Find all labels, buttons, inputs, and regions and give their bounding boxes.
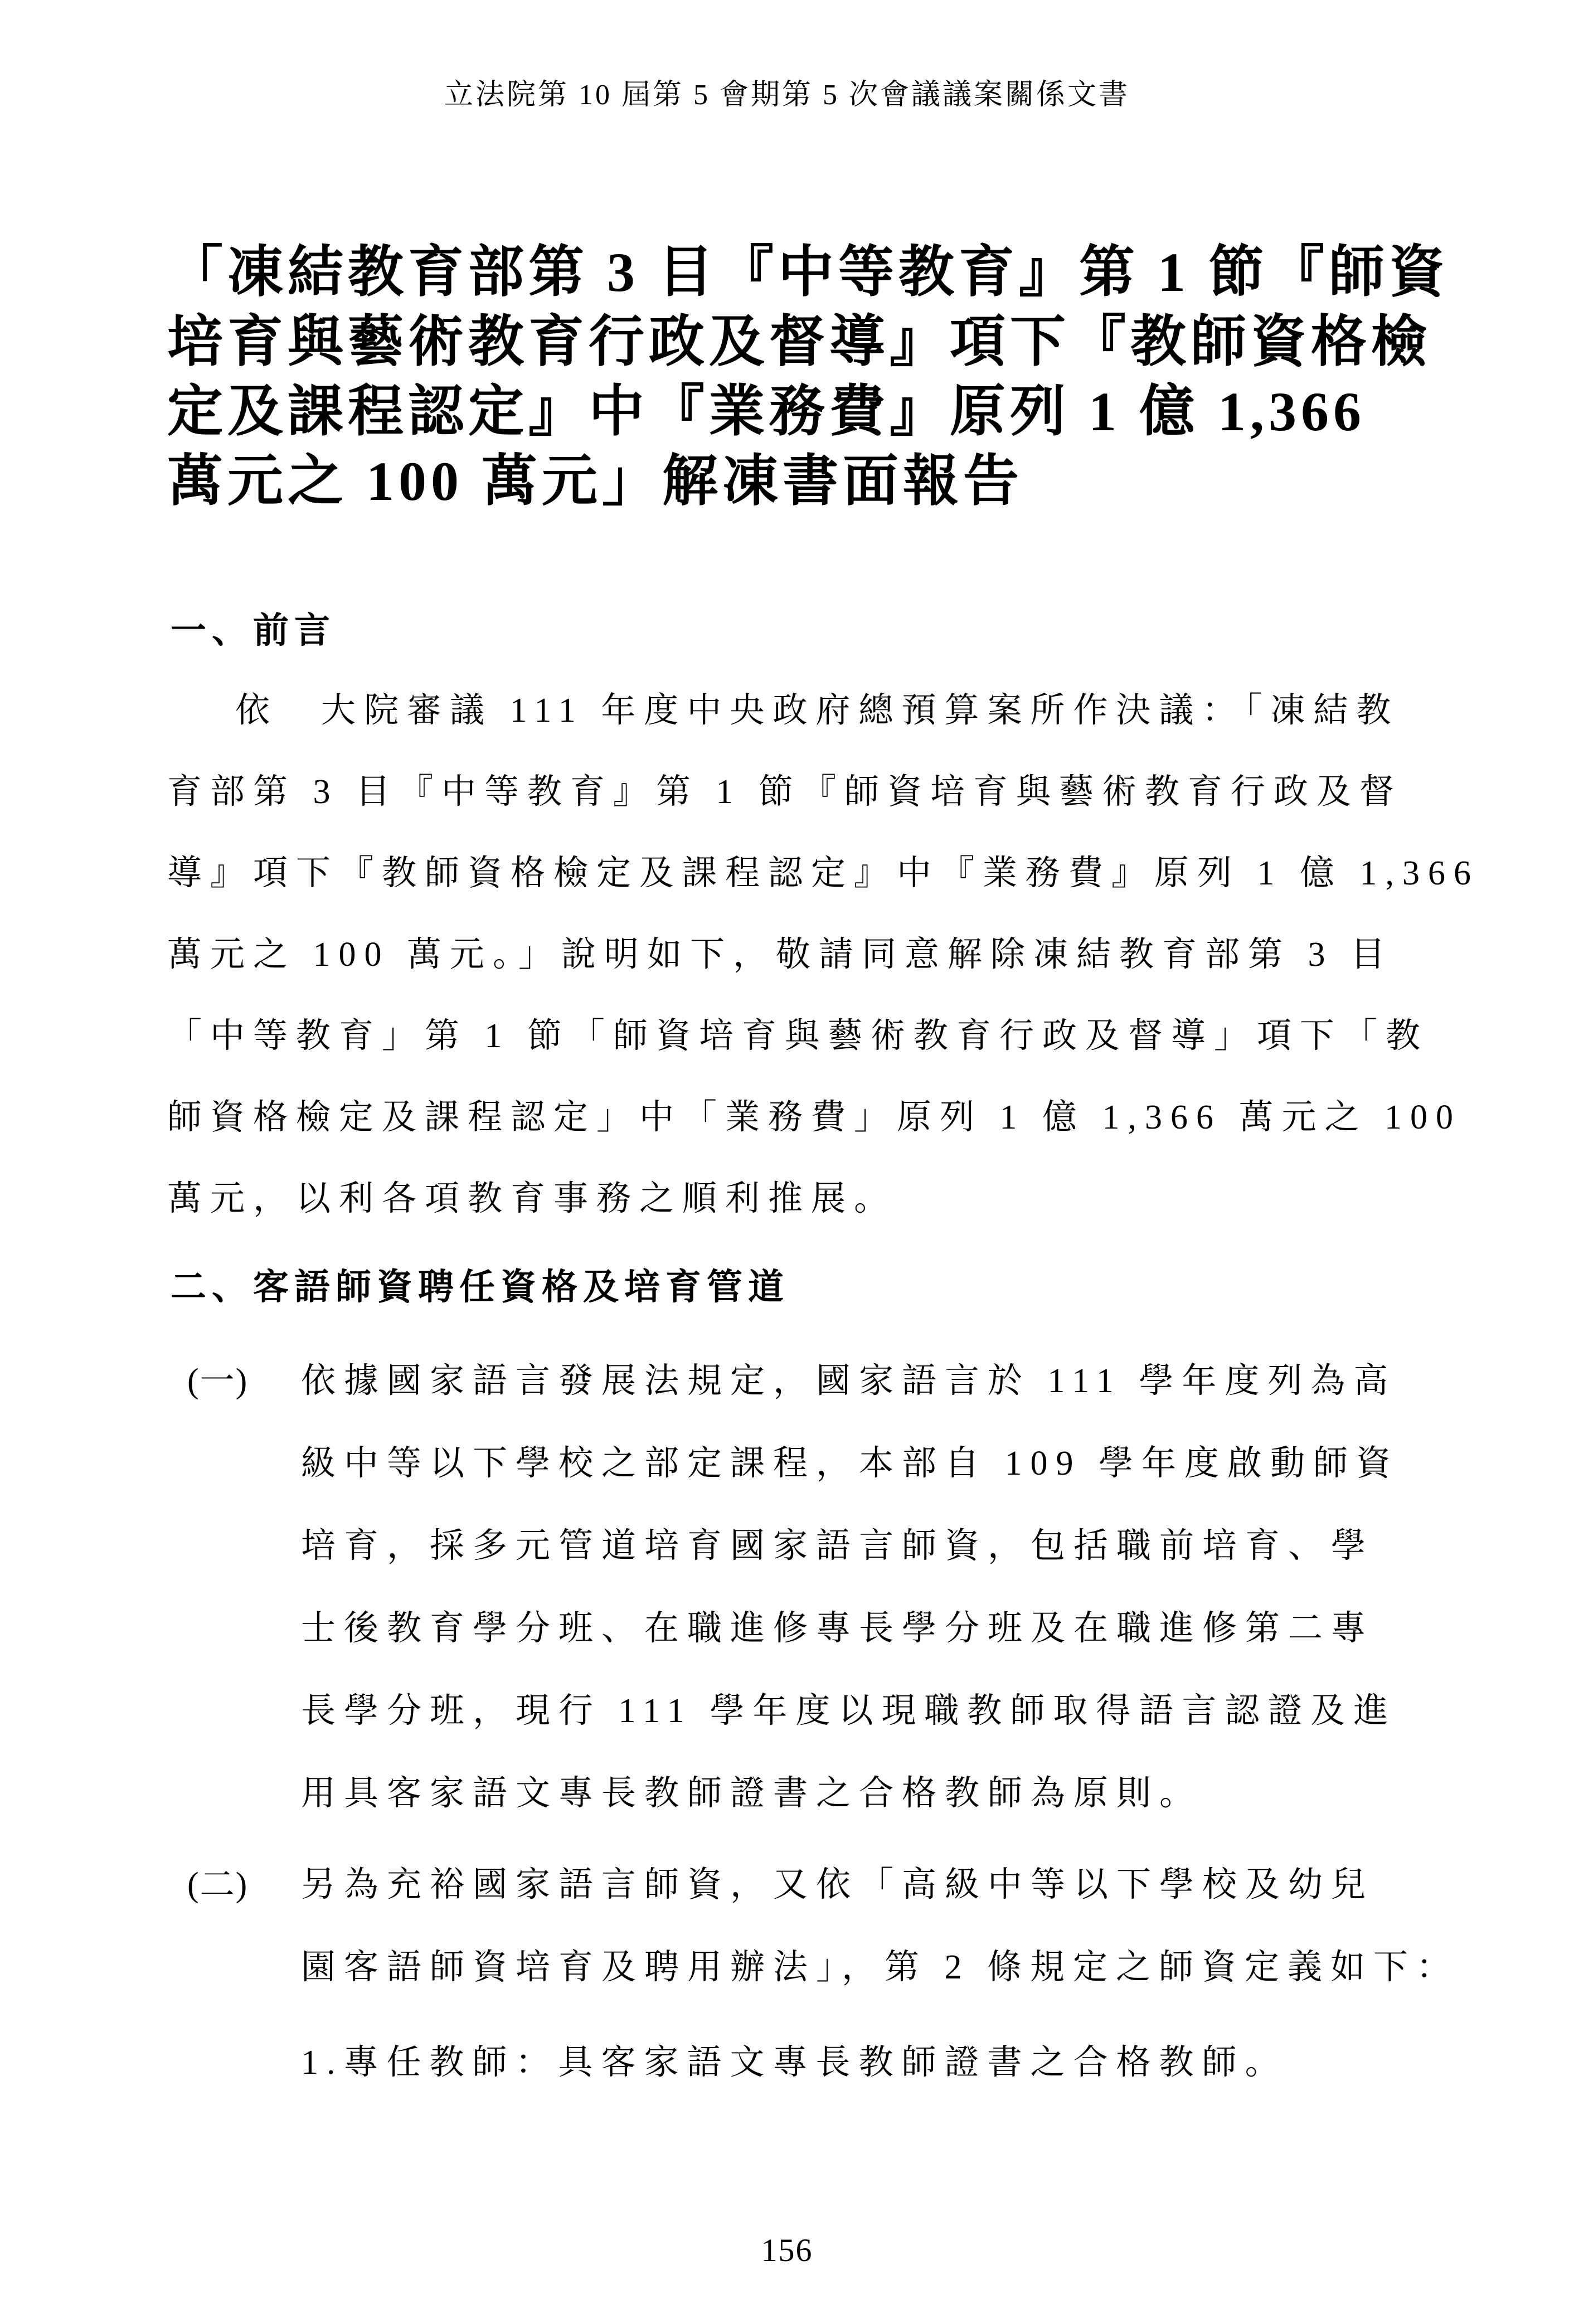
paragraph-line: 師資格檢定及課程認定」中「業務費」原列 1 億 1,366 萬元之 100 — [167, 1098, 1462, 1136]
page-number: 156 — [761, 2232, 813, 2268]
title-line: 「凍結教育部第 3 目『中等教育』第 1 節『師資 — [167, 241, 1449, 303]
item-line: 園客語師資培育及聘用辦法」，第 2 條規定之師資定義如下： — [301, 1948, 1460, 1986]
item-line: 級中等以下學校之部定課程，本部自 109 學年度啟動師資 — [301, 1445, 1400, 1482]
list-item-text — [301, 1844, 1494, 2104]
list-item-marker: (二) — [187, 1866, 249, 1904]
paragraph-line: 「中等教育」第 1 節「師資培育與藝術教育行政及督導」項下「教 — [167, 1017, 1429, 1055]
document-title — [167, 237, 1483, 516]
item-line: 士後教育學分班、在職進修專長學分班及在職進修第二專 — [301, 1610, 1374, 1647]
title-line: 萬元之 100 萬元」解凍書面報告 — [167, 450, 1023, 512]
section-heading-preface: 一、前言 — [171, 611, 336, 650]
section-heading-hakka-teachers: 二、客語師資聘任資格及培育管道 — [171, 1267, 789, 1307]
sub-list-item: 1.專任教師：具客家語文專長教師證書之合格教師。 — [301, 2044, 1288, 2082]
paragraph-line: 萬元，以利各項教育事務之順利推展。 — [167, 1180, 897, 1218]
paragraph-line: 萬元之 100 萬元。」說明如下，敬請同意解除凍結教育部第 3 目 — [167, 936, 1394, 974]
paragraph-line: 導』項下『教師資格檢定及課程認定』中『業務費』原列 1 億 1,366 — [167, 854, 1480, 892]
item-line: 長學分班，現行 111 學年度以現職教師取得語言認證及進 — [301, 1692, 1397, 1730]
title-line: 定及課程認定』中『業務費』原列 1 億 1,366 — [167, 381, 1366, 443]
preface-paragraph — [167, 670, 1483, 1239]
item-line: 依據國家語言發展法規定，國家語言於 111 學年度列為高 — [301, 1362, 1397, 1400]
list-item-marker: (一) — [187, 1362, 249, 1400]
list-item-text — [301, 1340, 1494, 1835]
list-item-1 — [167, 1340, 1494, 1835]
item-line: 培育，採多元管道培育國家語言師資，包括職前培育、學 — [301, 1527, 1374, 1565]
document-header: 立法院第 10 屆第 5 會期第 5 次會議議案關係文書 — [444, 79, 1130, 111]
title-line: 培育與藝術教育行政及督導』項下『教師資格檢 — [167, 311, 1431, 373]
list-item-2 — [167, 1844, 1494, 2104]
item-line: 用具客家語文專長教師證書之合格教師為原則。 — [301, 1774, 1203, 1812]
paragraph-line: 依 大院審議 111 年度中央政府總預算案所作決議：「凍結教 — [235, 692, 1400, 730]
item-line: 另為充裕國家語言師資，又依「高級中等以下學校及幼兒 — [301, 1866, 1374, 1904]
paragraph-line: 育部第 3 目『中等教育』第 1 節『師資培育與藝術教育行政及督 — [167, 773, 1403, 811]
